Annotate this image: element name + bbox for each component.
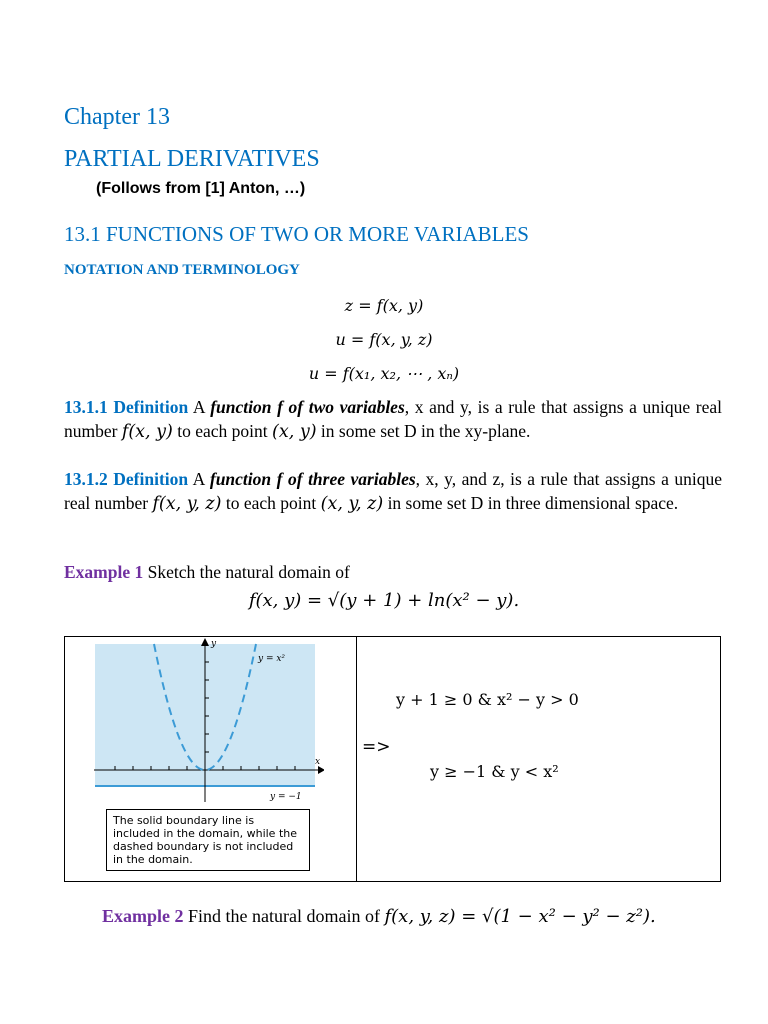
definition-2-point: (x, y, z) xyxy=(320,494,384,514)
example-2-text: Find the natural domain of xyxy=(188,906,380,926)
curve-label: y = x² xyxy=(258,654,286,664)
equation-1: z = f(x, y) xyxy=(344,296,424,315)
definition-1-function: f(x, y) xyxy=(121,422,173,442)
section-heading: 13.1 FUNCTIONS OF TWO OR MORE VARIABLES xyxy=(64,222,529,246)
definition-2-label: 13.1.2 Definition xyxy=(64,469,189,489)
definition-1-term: function f of two variables xyxy=(210,397,405,417)
example-1-text: Sketch the natural domain of xyxy=(147,562,350,582)
domain-graph xyxy=(92,636,324,806)
y-axis-arrow xyxy=(201,638,209,646)
definition-1-point: (x, y) xyxy=(272,422,317,442)
inequality-2: y ≥ −1 & y < x² xyxy=(430,762,559,781)
definition-1-text-3: in some set D in the xy-plane. xyxy=(320,421,531,441)
table-divider xyxy=(356,636,357,881)
equation-3: u = f(x₁, x₂, ⋯ , xₙ) xyxy=(308,364,460,383)
example-1-label: Example 1 xyxy=(64,562,144,582)
example-1-statement xyxy=(64,562,350,583)
equation-2: u = f(x, y, z) xyxy=(335,330,433,349)
definition-1-a: A xyxy=(192,397,205,417)
definition-2-text: , x, y, and z, is a rule that assigns a unique real number xyxy=(64,469,722,513)
chapter-title: PARTIAL DERIVATIVES xyxy=(64,146,320,172)
figure-caption: The solid boundary line is included in the domain, while the dashed boundary is not included in the domain. xyxy=(106,809,310,871)
definition-1 xyxy=(64,395,722,444)
line-label: y = −1 xyxy=(270,792,302,802)
definition-1-label: 13.1.1 Definition xyxy=(64,397,189,417)
example-1-formula: f(x, y) = √(y + 1) + ln(x² − y). xyxy=(248,590,520,611)
implies-arrow: => xyxy=(362,737,391,757)
inequality-1: y + 1 ≥ 0 & x² − y > 0 xyxy=(396,690,579,709)
definition-1-text-2: to each point xyxy=(177,421,268,441)
example-2-statement xyxy=(102,906,656,927)
chapter-label: Chapter 13 xyxy=(64,104,170,130)
source-note: (Follows from [1] Anton, …) xyxy=(96,180,306,197)
x-axis-label: x xyxy=(315,757,321,767)
definition-1-text: , x and y, is a rule that assigns a unique real number xyxy=(64,397,722,441)
x-axis-arrow xyxy=(318,766,324,774)
y-axis-label: y xyxy=(211,639,217,649)
definition-2-text-2: to each point xyxy=(225,493,317,513)
definition-2 xyxy=(64,467,722,516)
example-2-label: Example 2 xyxy=(102,906,184,926)
definition-2-a: A xyxy=(192,469,205,489)
subsection-heading: NOTATION AND TERMINOLOGY xyxy=(64,262,300,278)
definition-2-function: f(x, y, z) xyxy=(152,494,222,514)
definition-2-text-3: in some set D in three dimensional space. xyxy=(387,493,679,513)
definition-2-term: function f of three variables xyxy=(209,469,416,489)
example-2-formula: f(x, y, z) = √(1 − x² − y² − z²). xyxy=(384,906,656,927)
